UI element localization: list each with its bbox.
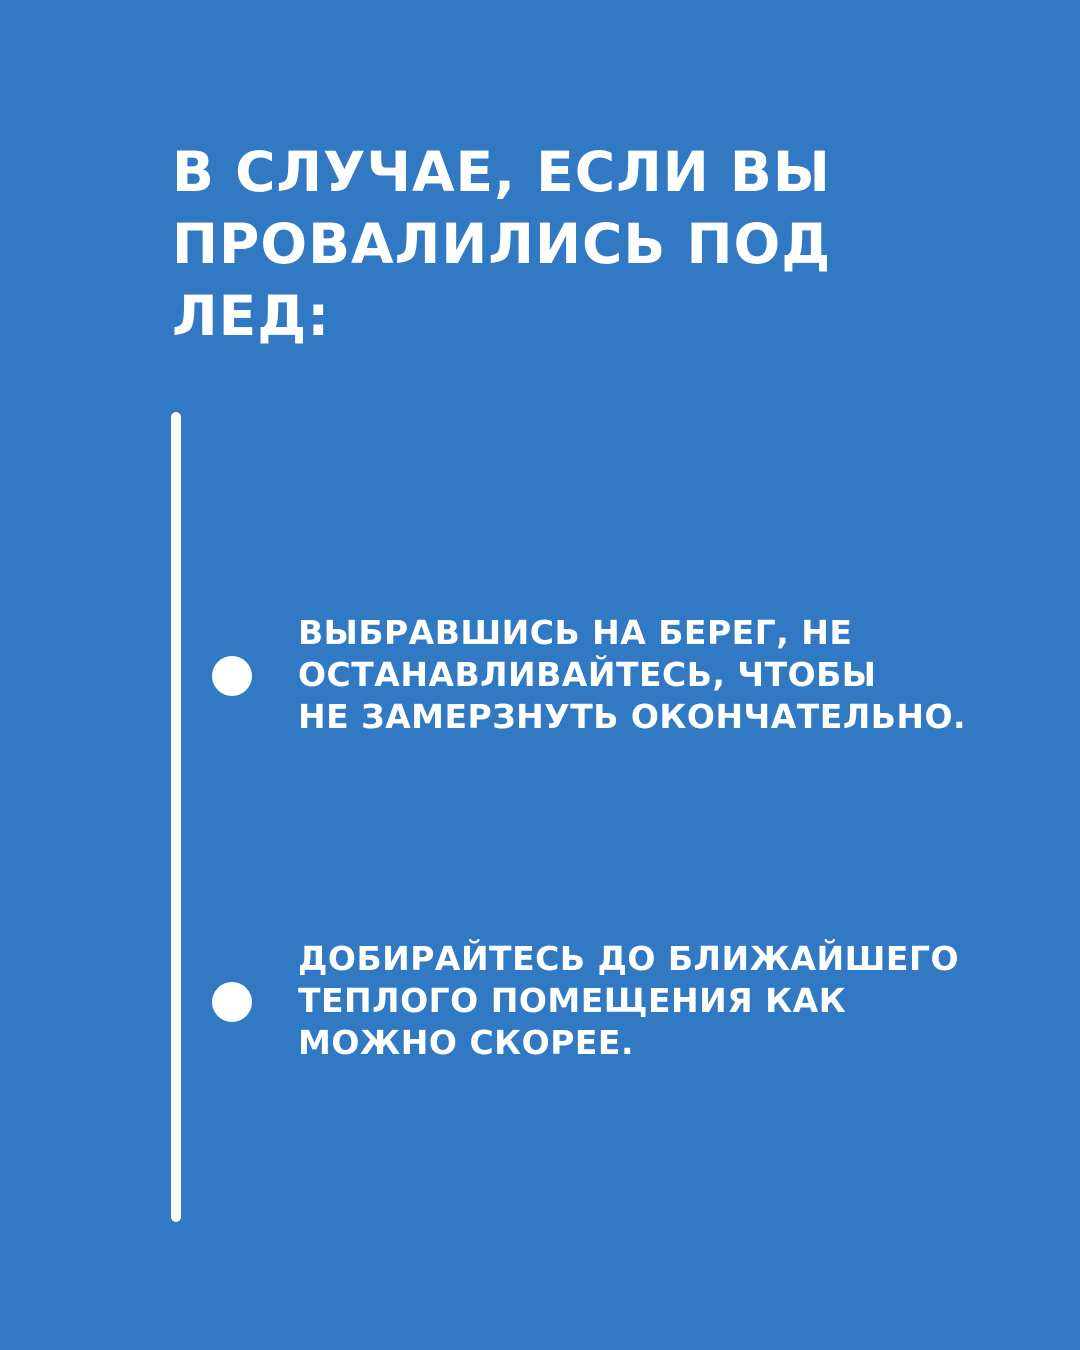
list-item-line: ВЫБРАВШИСЬ НА БЕРЕГ, НЕ xyxy=(298,613,853,652)
list-item-line: НЕ ЗАМЕРЗНУТЬ ОКОНЧАТЕЛЬНО. xyxy=(298,697,967,736)
list-item-line: ДОБИРАЙТЕСЬ ДО БЛИЖАЙШЕГО xyxy=(298,939,960,978)
list-item-line: МОЖНО СКОРЕЕ. xyxy=(298,1023,635,1062)
list-item-text xyxy=(298,938,1018,1064)
title-line: ПРОВАЛИЛИСЬ ПОД xyxy=(172,212,832,276)
title-line: ЛЕД: xyxy=(172,284,331,348)
bullet-dot-icon xyxy=(212,656,252,696)
timeline-vertical-line xyxy=(171,412,181,1222)
list-item-line: ТЕПЛОГО ПОМЕЩЕНИЯ КАК xyxy=(298,981,847,1020)
list-item-text xyxy=(298,612,1018,738)
list-item-line: ОСТАНАВЛИВАЙТЕСЬ, ЧТОБЫ xyxy=(298,655,877,694)
page-title xyxy=(172,136,952,352)
title-line: В СЛУЧАЕ, ЕСЛИ ВЫ xyxy=(172,140,831,204)
bullet-dot-icon xyxy=(212,982,252,1022)
